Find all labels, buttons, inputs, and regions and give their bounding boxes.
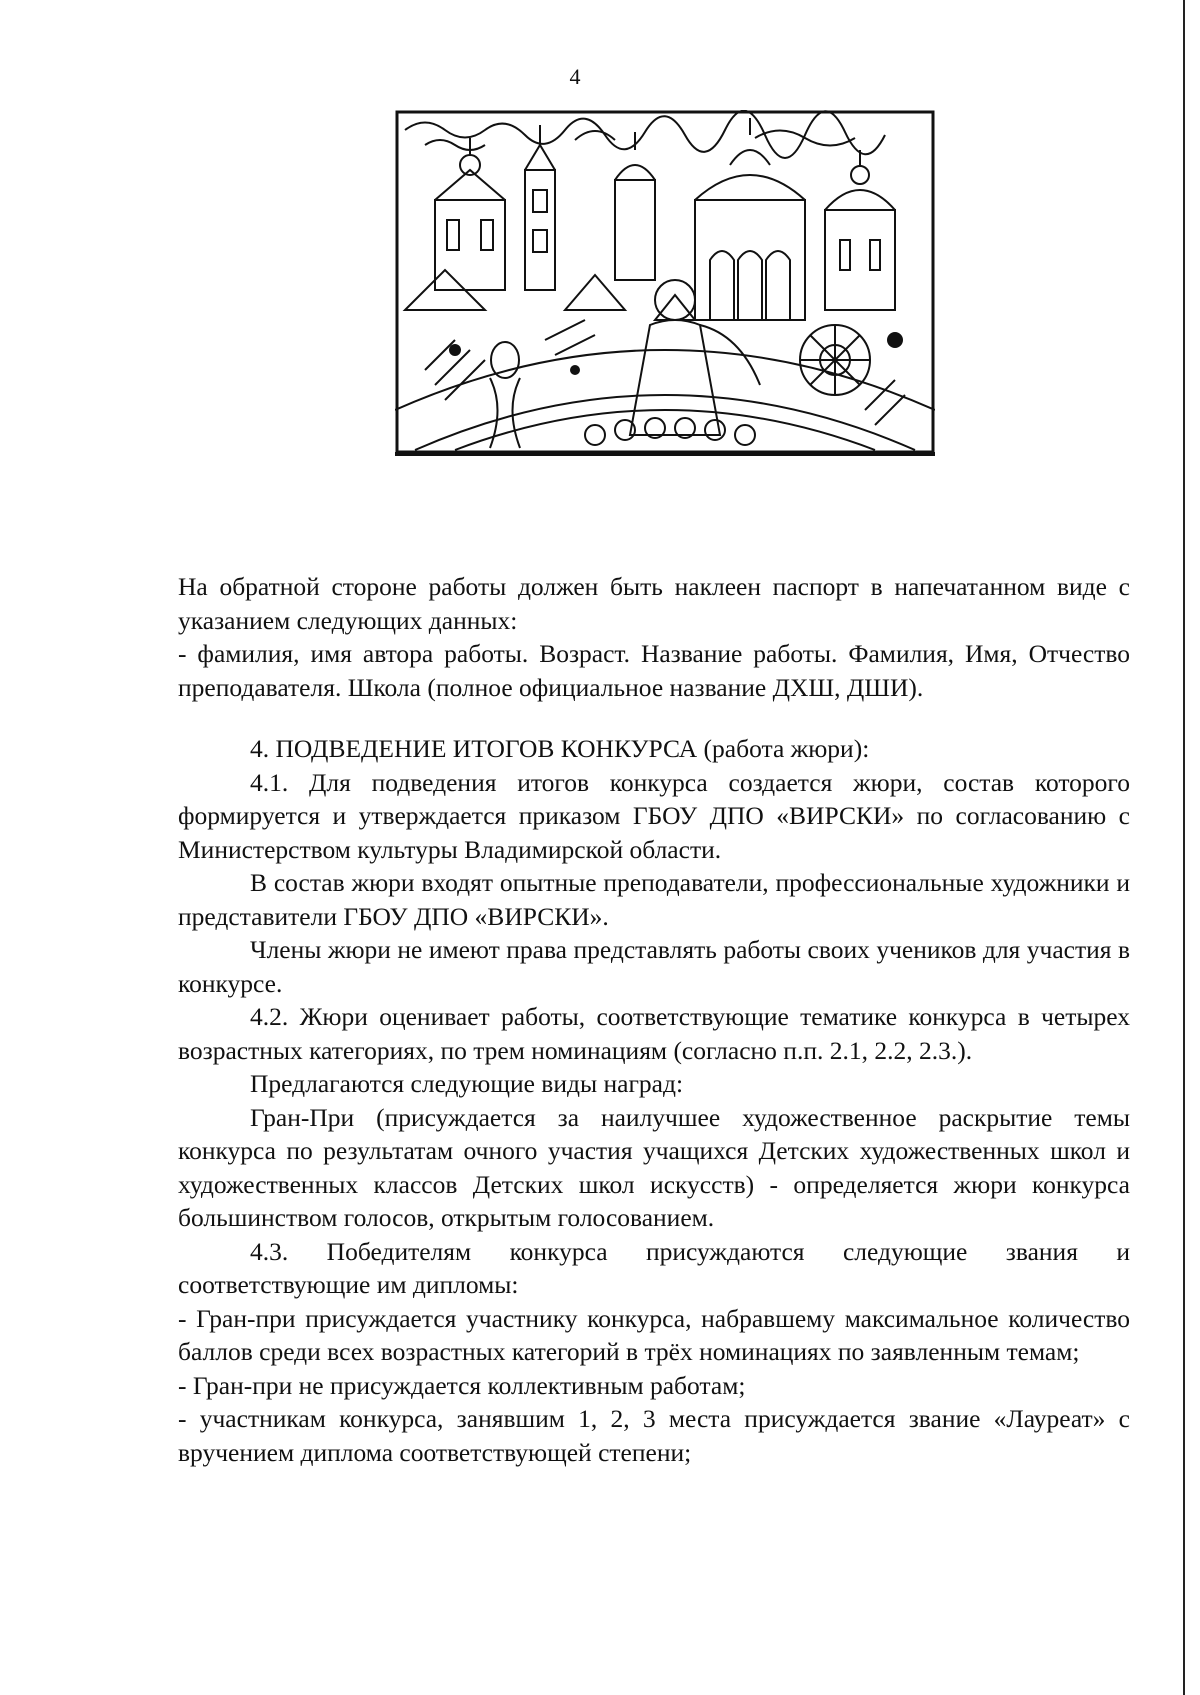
page-number: 4 — [569, 64, 581, 89]
section-heading: 4. ПОДВЕДЕНИЕ ИТОГОВ КОНКУРСА (работа жюри): — [250, 734, 870, 763]
paragraph: 4.2. Жюри оценивает работы, соответствующие тематике конкурса в четырех возрастных категориях, по трем номинациям (согласно п.п. 2.1, 2.2, 2.3.). — [178, 1002, 1130, 1065]
paragraph: Гран-При (присуждается за наилучшее художественное раскрытие темы конкурса по результатам очного участия учащихся Детских художественных школ и художественных классов Детских школ искусств) - определяется жюри конкурса большинством голосов, открытым голосованием. — [178, 1102, 1130, 1232]
list-item: - Гран-при присуждается участнику конкурса, набравшему максимальное количество баллов среди всех возрастных категорий в трёх номинациях по заявленным темам; — [178, 1303, 1130, 1366]
passport-intro: На обратной стороне работы должен быть наклеен паспорт в напечатанном виде с указанием следующих данных: — [178, 572, 1130, 635]
city-illustration — [395, 110, 935, 490]
paragraph: Предлагаются следующие виды наград: — [250, 1069, 684, 1098]
paragraph: 4.3. Победителям конкурса присуждаются следующие звания и соответствующие им дипломы: — [178, 1236, 1130, 1299]
paragraph: Члены жюри не имеют права представлять работы своих учеников для участия в конкурсе. — [178, 935, 1130, 998]
passport-fields: - фамилия, имя автора работы. Возраст. Название работы. Фамилия, Имя, Отчество преподавателя. Школа (полное официальное название ДХШ, ДШИ). — [178, 639, 1130, 702]
body-text — [178, 570, 1130, 1469]
scan-edge-line — [1183, 0, 1185, 1695]
paragraph: В состав жюри входят опытные преподаватели, профессиональные художники и представители ГБОУ ДПО «ВИРСКИ». — [178, 868, 1130, 931]
list-item: - участникам конкурса, занявшим 1, 2, 3 места присуждается звание «Лауреат» с вручением диплома соответствующей степени; — [178, 1404, 1130, 1467]
paragraph: 4.1. Для подведения итогов конкурса создается жюри, состав которого формируется и утверждается приказом ГБОУ ДПО «ВИРСКИ» по согласованию с Министерством культуры Владимирской области. — [178, 767, 1130, 864]
list-item: - Гран-при не присуждается коллективным работам; — [178, 1370, 746, 1400]
